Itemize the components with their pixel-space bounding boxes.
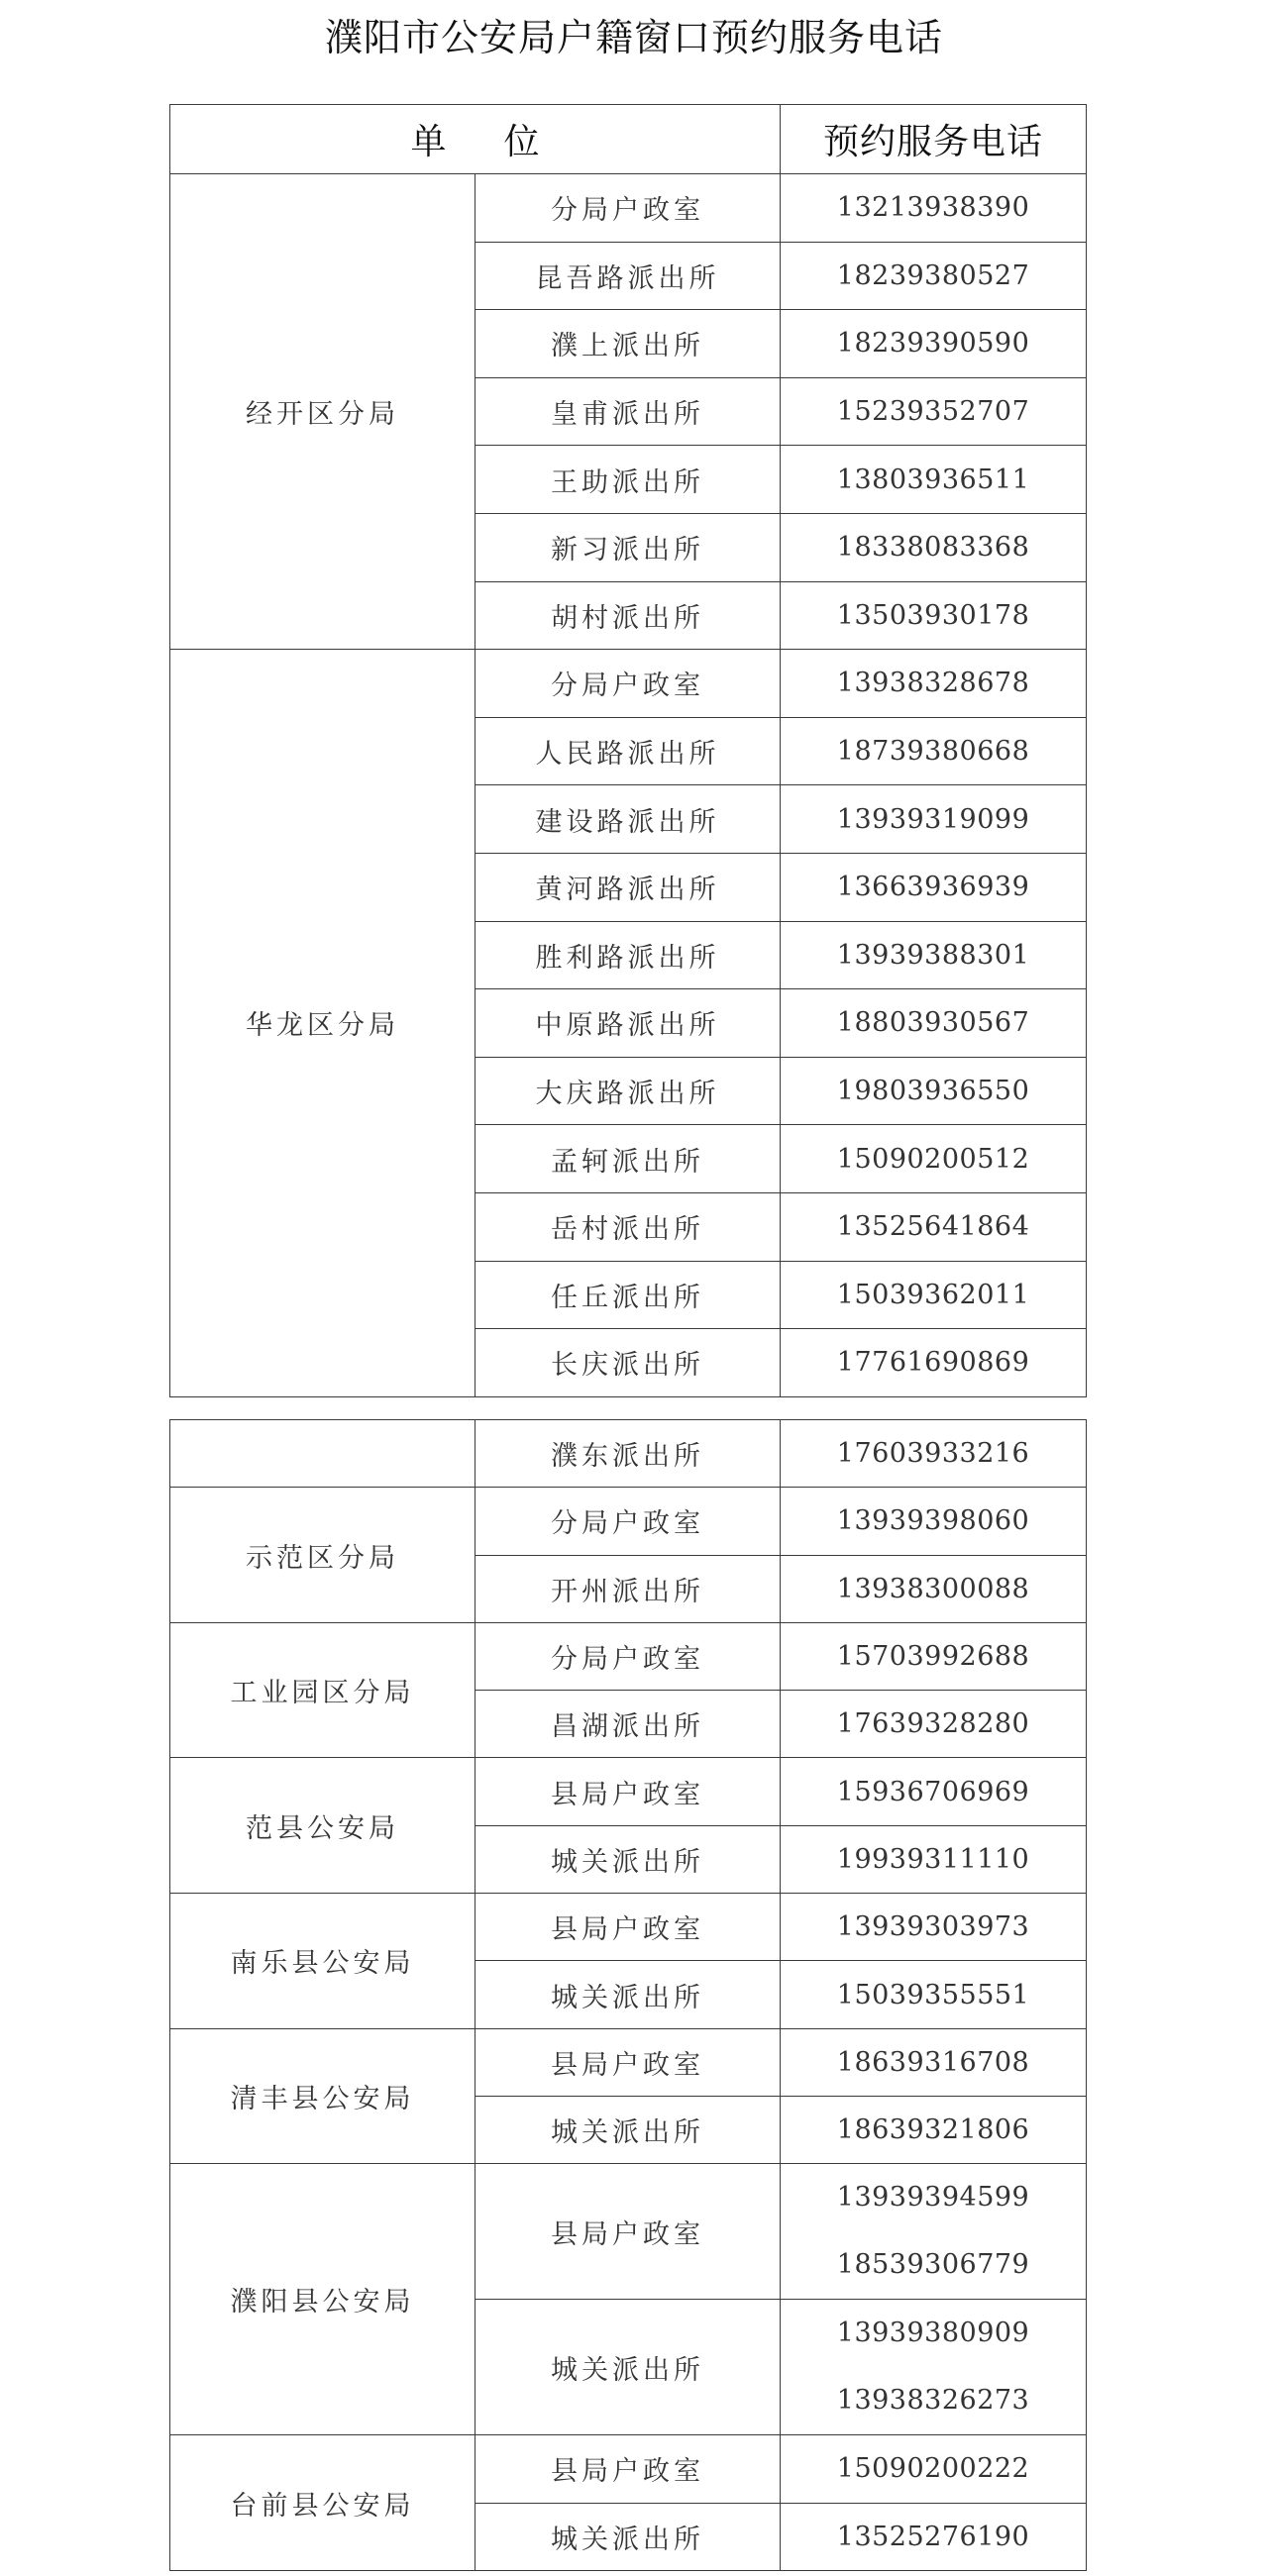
phone-number: 13938326273 <box>836 2385 1030 2417</box>
sub-unit-cell: 分局户政室 <box>476 1488 781 1555</box>
sub-unit-cell: 城关派出所 <box>476 1961 781 2028</box>
phone-stack <box>781 2300 1086 2434</box>
sub-unit-cell: 中原路派出所 <box>476 989 781 1058</box>
phone-cell: 13939319099 <box>781 785 1087 854</box>
sub-unit-cell: 分局户政室 <box>476 174 781 243</box>
phone-table-part-2 <box>169 1419 1087 2571</box>
phone-cell: 18803930567 <box>781 989 1087 1058</box>
unit-cell: 经开区分局 <box>170 174 476 650</box>
sub-unit-cell: 县局户政室 <box>476 2164 781 2300</box>
phone-cell: 18338083368 <box>781 513 1087 581</box>
table-row <box>170 1758 1087 1825</box>
phone-cell: 13803936511 <box>781 446 1087 514</box>
sub-unit-cell: 开州派出所 <box>476 1555 781 1622</box>
phone-cell: 17639328280 <box>781 1691 1087 1758</box>
sub-unit-cell: 长庆派出所 <box>476 1329 781 1397</box>
sub-unit-cell: 岳村派出所 <box>476 1192 781 1261</box>
sub-unit-cell: 人民路派出所 <box>476 717 781 785</box>
unit-cell <box>170 1420 476 1488</box>
phone-cell: 13663936939 <box>781 853 1087 921</box>
table-row <box>170 2164 1087 2300</box>
table-row <box>170 2028 1087 2096</box>
sub-unit-cell: 县局户政室 <box>476 1894 781 1961</box>
header-phone: 预约服务电话 <box>781 105 1087 174</box>
table-row <box>170 650 1087 718</box>
sub-unit-cell: 城关派出所 <box>476 1825 781 1893</box>
table-row <box>170 174 1087 243</box>
sub-unit-cell: 任丘派出所 <box>476 1261 781 1329</box>
sub-unit-cell: 城关派出所 <box>476 2096 781 2163</box>
phone-cell: 15703992688 <box>781 1622 1087 1690</box>
phone-cell: 13938328678 <box>781 650 1087 718</box>
table-row <box>170 2435 1087 2503</box>
phone-cell: 17603933216 <box>781 1420 1087 1488</box>
phone-cell: 18239390590 <box>781 310 1087 378</box>
sub-unit-cell: 大庆路派出所 <box>476 1057 781 1125</box>
phone-number: 13939380909 <box>836 2318 1030 2349</box>
sub-unit-cell: 胡村派出所 <box>476 581 781 650</box>
phone-cell <box>781 2164 1087 2300</box>
phone-table-part-1 <box>169 104 1087 1397</box>
phone-cell: 15039362011 <box>781 1261 1087 1329</box>
sub-unit-cell: 黄河路派出所 <box>476 853 781 921</box>
unit-cell: 濮阳县公安局 <box>170 2164 476 2435</box>
sub-unit-cell: 王助派出所 <box>476 446 781 514</box>
phone-cell: 13939303973 <box>781 1894 1087 1961</box>
phone-cell: 15090200512 <box>781 1125 1087 1193</box>
sub-unit-cell: 城关派出所 <box>476 2300 781 2435</box>
unit-cell: 工业园区分局 <box>170 1622 476 1758</box>
unit-cell: 示范区分局 <box>170 1488 476 1623</box>
sub-unit-cell: 濮上派出所 <box>476 310 781 378</box>
phone-cell <box>781 2300 1087 2435</box>
phone-cell: 13503930178 <box>781 581 1087 650</box>
table-header-row <box>170 105 1087 174</box>
phone-cell: 18639316708 <box>781 2028 1087 2096</box>
phone-cell: 15936706969 <box>781 1758 1087 1825</box>
phone-cell: 13213938390 <box>781 174 1087 243</box>
phone-cell: 19939311110 <box>781 1825 1087 1893</box>
table-row <box>170 1488 1087 1555</box>
phone-cell: 13938300088 <box>781 1555 1087 1622</box>
table-row <box>170 1622 1087 1690</box>
phone-cell: 13525641864 <box>781 1192 1087 1261</box>
sub-unit-cell: 新习派出所 <box>476 513 781 581</box>
page-title: 濮阳市公安局户籍窗口预约服务电话 <box>324 16 943 59</box>
unit-cell: 南乐县公安局 <box>170 1894 476 2029</box>
sub-unit-cell: 胜利路派出所 <box>476 921 781 989</box>
sub-unit-cell: 分局户政室 <box>476 650 781 718</box>
sub-unit-cell: 分局户政室 <box>476 1622 781 1690</box>
table-row <box>170 1894 1087 1961</box>
phone-cell: 18739380668 <box>781 717 1087 785</box>
phone-stack <box>781 2164 1086 2299</box>
sub-unit-cell: 皇甫派出所 <box>476 377 781 446</box>
phone-cell: 15039355551 <box>781 1961 1087 2028</box>
unit-cell: 台前县公安局 <box>170 2435 476 2571</box>
phone-cell: 13525276190 <box>781 2503 1087 2570</box>
phone-cell: 18639321806 <box>781 2096 1087 2163</box>
phone-cell: 18239380527 <box>781 242 1087 310</box>
phone-cell: 13939388301 <box>781 921 1087 989</box>
header-unit-label: 单位 <box>410 122 597 162</box>
header-unit <box>170 105 781 174</box>
sub-unit-cell: 县局户政室 <box>476 2028 781 2096</box>
sub-unit-cell: 昆吾路派出所 <box>476 242 781 310</box>
sub-unit-cell: 建设路派出所 <box>476 785 781 854</box>
table-row <box>170 1420 1087 1488</box>
phone-cell: 19803936550 <box>781 1057 1087 1125</box>
sub-unit-cell: 濮东派出所 <box>476 1420 781 1488</box>
unit-cell: 范县公安局 <box>170 1758 476 1894</box>
unit-cell: 华龙区分局 <box>170 650 476 1397</box>
sub-unit-cell: 城关派出所 <box>476 2503 781 2570</box>
phone-cell: 17761690869 <box>781 1329 1087 1397</box>
phone-number: 13939394599 <box>836 2182 1030 2214</box>
sub-unit-cell: 县局户政室 <box>476 1758 781 1825</box>
sub-unit-cell: 县局户政室 <box>476 2435 781 2503</box>
unit-cell: 清丰县公安局 <box>170 2028 476 2164</box>
phone-number: 18539306779 <box>836 2249 1030 2281</box>
phone-cell: 15090200222 <box>781 2435 1087 2503</box>
phone-cell: 13939398060 <box>781 1488 1087 1555</box>
phone-cell: 15239352707 <box>781 377 1087 446</box>
sub-unit-cell: 孟轲派出所 <box>476 1125 781 1193</box>
sub-unit-cell: 昌湖派出所 <box>476 1691 781 1758</box>
